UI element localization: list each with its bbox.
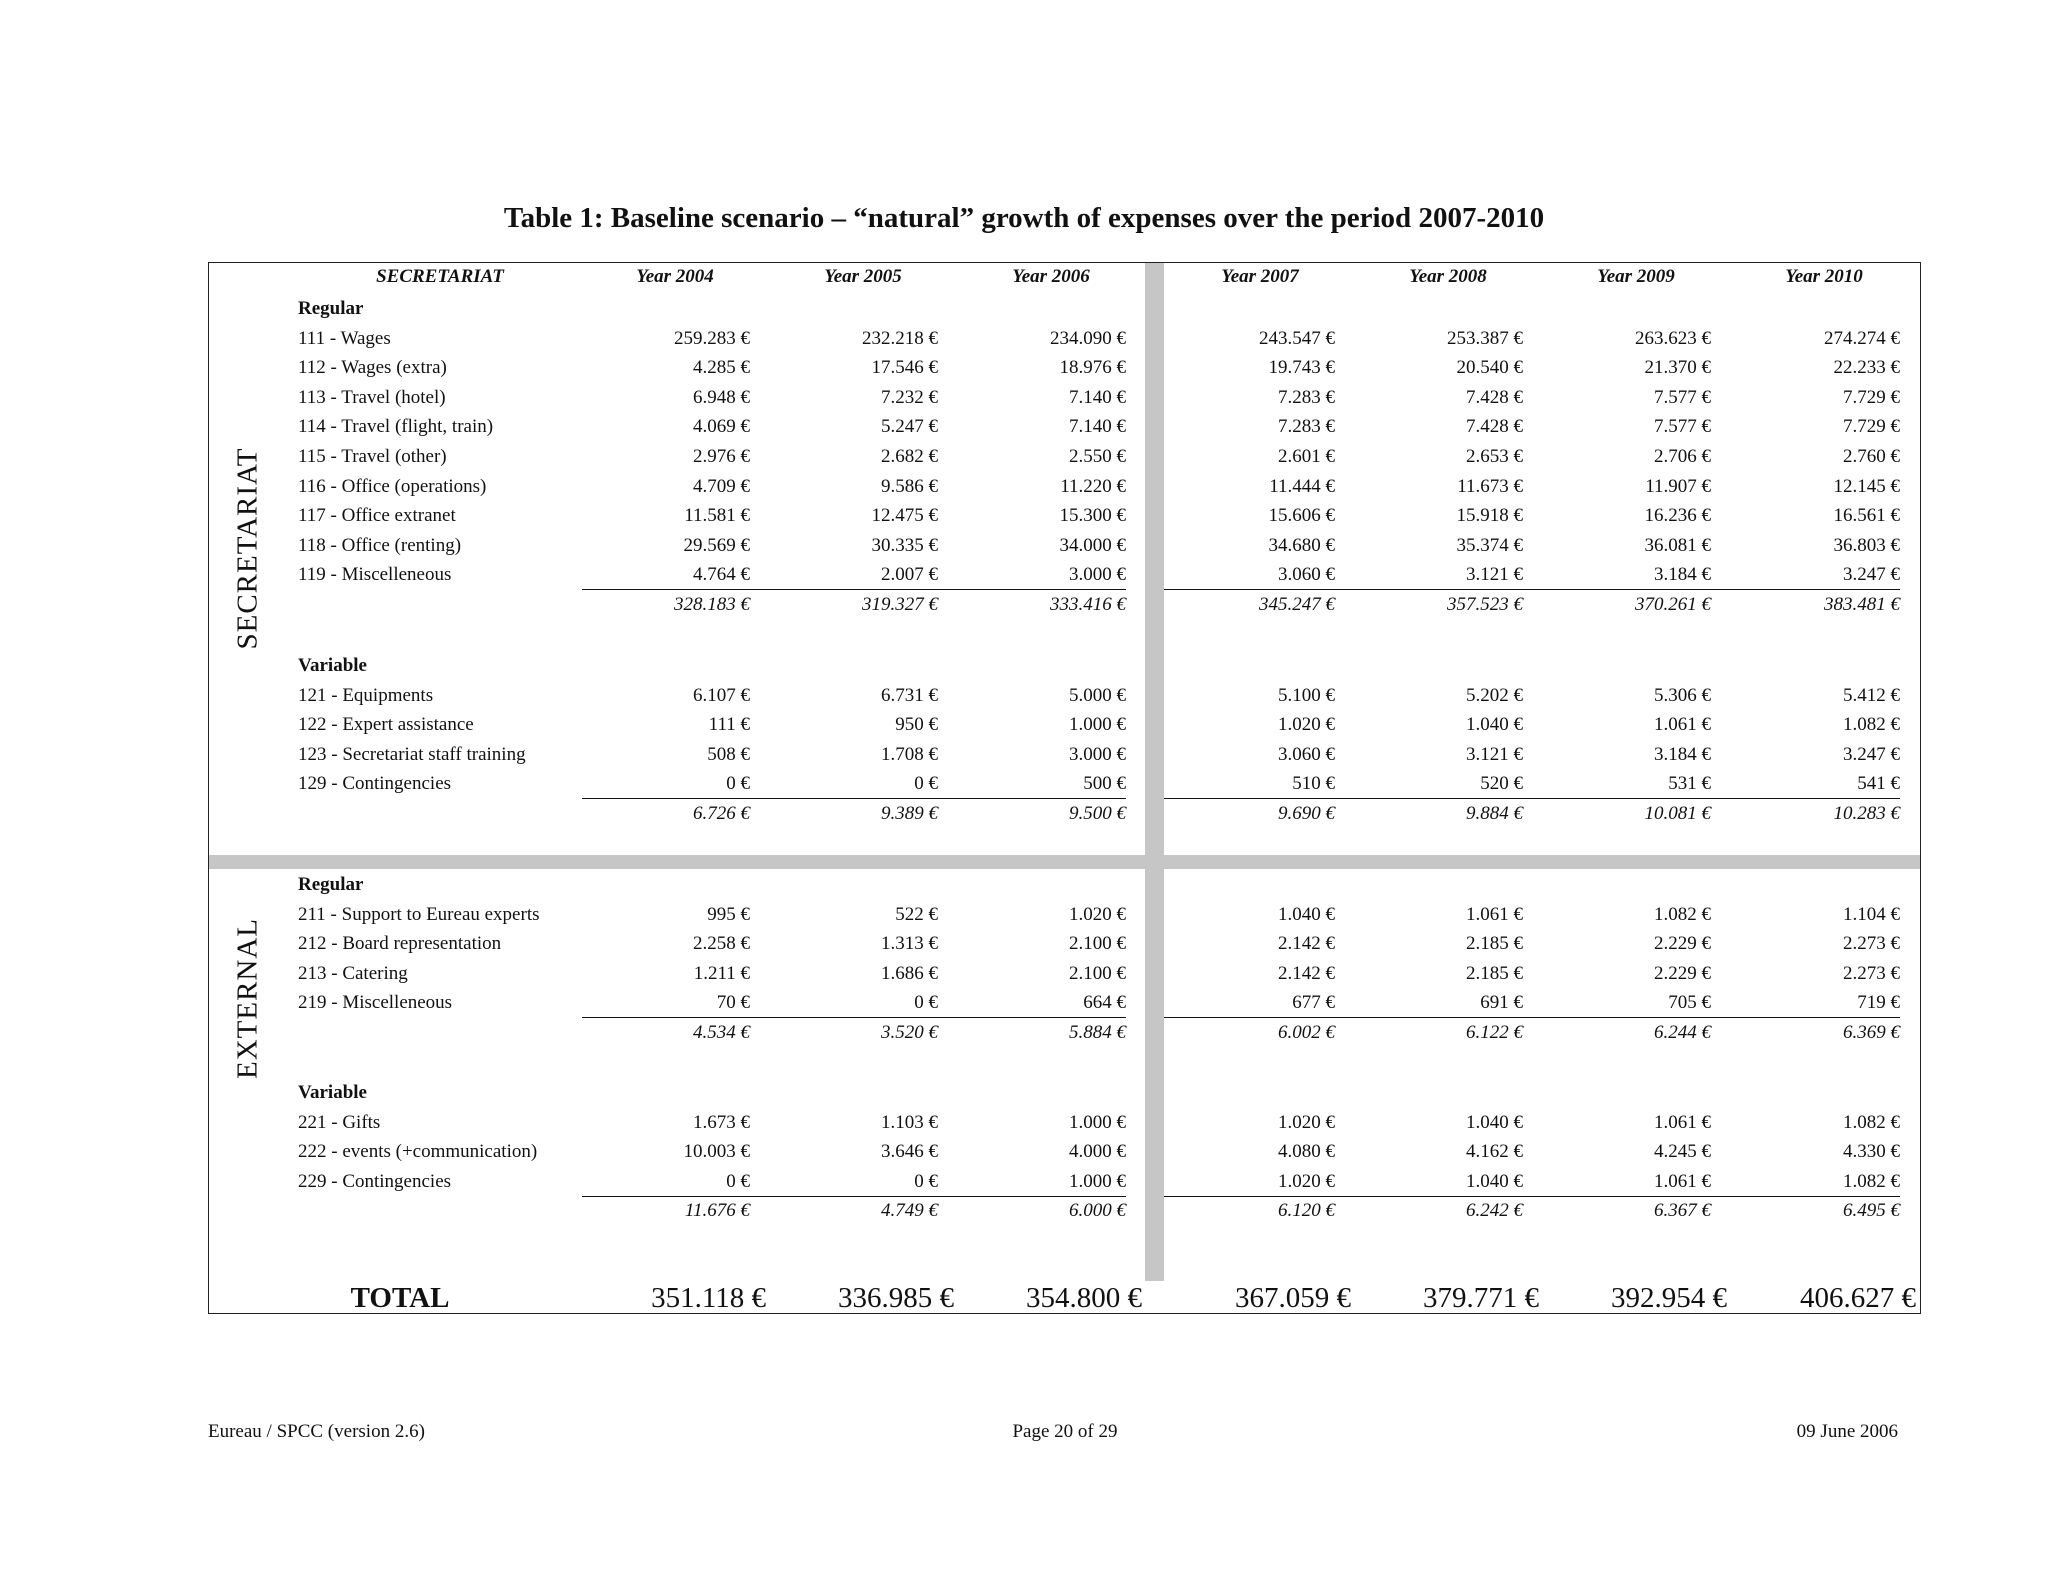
row-label: 114 - Travel (flight, train) (298, 416, 494, 438)
row-value: 5.100 € (1278, 684, 1335, 706)
row-value: 7.729 € (1843, 386, 1900, 408)
row-label: 117 - Office extranet (298, 505, 456, 527)
row-value: 0 € (914, 1170, 938, 1192)
row-value: 2.007 € (881, 564, 938, 586)
row-value: 22.233 € (1833, 357, 1900, 379)
row-value: 0 € (726, 1170, 750, 1192)
row-value: 677 € (1292, 992, 1335, 1014)
row-label: 229 - Contingencies (298, 1170, 452, 1192)
row-value: 11.907 € (1645, 475, 1711, 497)
subtotal-rule (1164, 589, 1900, 590)
group-heading: Regular (298, 874, 364, 895)
section-separator-band (209, 855, 1920, 869)
row-value: 15.918 € (1456, 505, 1523, 527)
group-heading: Variable (298, 1082, 367, 1103)
row-value: 2.142 € (1278, 933, 1335, 955)
row-value: 243.547 € (1259, 327, 1335, 349)
row-value: 1.211 € (693, 962, 750, 984)
row-label: 118 - Office (renting) (298, 534, 462, 556)
row-value: 5.000 € (1069, 684, 1126, 706)
row-value: 4.162 € (1466, 1141, 1523, 1163)
subtotal-value: 6.369 € (1843, 1022, 1900, 1043)
subtotal-value: 370.261 € (1635, 594, 1711, 615)
row-label: 221 - Gifts (298, 1111, 381, 1133)
row-value: 1.686 € (881, 962, 938, 984)
subtotal-value: 6.002 € (1278, 1022, 1335, 1043)
row-value: 3.060 € (1278, 564, 1335, 586)
row-value: 253.387 € (1447, 327, 1523, 349)
row-value: 7.729 € (1843, 416, 1900, 438)
column-separator-band (1145, 263, 1164, 1281)
header-year: Year 2008 (1409, 266, 1487, 287)
subtotal-rule (582, 798, 1126, 799)
row-value: 2.273 € (1843, 962, 1900, 984)
subtotal-value: 6.122 € (1466, 1022, 1523, 1043)
row-value: 1.061 € (1466, 903, 1523, 925)
subtotal-value: 3.520 € (881, 1022, 938, 1043)
row-value: 950 € (895, 714, 938, 736)
row-label: 123 - Secretariat staff training (298, 743, 526, 765)
row-value: 719 € (1857, 992, 1900, 1014)
row-value: 2.653 € (1466, 446, 1523, 467)
row-value: 7.577 € (1654, 386, 1711, 408)
row-value: 1.040 € (1466, 714, 1523, 736)
row-value: 12.145 € (1833, 475, 1900, 497)
subtotal-value: 5.884 € (1069, 1022, 1126, 1043)
row-value: 0 € (726, 773, 750, 795)
row-value: 510 € (1292, 773, 1335, 795)
row-value: 7.283 € (1278, 416, 1335, 438)
row-value: 1.313 € (881, 933, 938, 955)
row-value: 1.061 € (1654, 1170, 1711, 1192)
row-value: 18.976 € (1059, 357, 1126, 379)
row-value: 34.000 € (1059, 534, 1126, 556)
row-value: 1.103 € (881, 1111, 938, 1133)
subtotal-value: 333.416 € (1050, 594, 1126, 615)
row-label: 112 - Wages (extra) (298, 357, 447, 379)
row-value: 1.020 € (1278, 714, 1335, 736)
subtotal-value: 328.183 € (674, 594, 750, 615)
header-year: Year 2004 (636, 266, 714, 287)
row-value: 5.247 € (881, 416, 938, 438)
row-value: 3.247 € (1843, 564, 1900, 586)
row-value: 2.601 € (1278, 446, 1335, 467)
section-label: SECRETARIAT (231, 447, 264, 650)
row-value: 2.258 € (693, 933, 750, 955)
row-value: 4.709 € (693, 475, 750, 497)
row-value: 3.060 € (1278, 743, 1335, 765)
row-value: 11.444 € (1269, 475, 1335, 497)
total-value: 379.771 € (1423, 1282, 1539, 1314)
row-value: 7.232 € (881, 386, 938, 408)
subtotal-rule (1164, 798, 1900, 799)
row-value: 1.040 € (1278, 903, 1335, 925)
row-value: 1.082 € (1654, 903, 1711, 925)
subtotal-value: 9.690 € (1278, 803, 1335, 824)
row-value: 263.623 € (1635, 327, 1711, 349)
row-value: 70 € (716, 992, 750, 1014)
row-value: 1.061 € (1654, 1111, 1711, 1133)
total-value: 392.954 € (1611, 1282, 1727, 1314)
total-label: TOTAL (350, 1282, 450, 1314)
row-value: 1.020 € (1278, 1111, 1335, 1133)
row-value: 17.546 € (871, 357, 938, 379)
subtotal-rule (1164, 1196, 1900, 1197)
subtotal-value: 383.481 € (1824, 594, 1900, 615)
group-heading: Regular (298, 298, 364, 319)
subtotal-rule (1164, 1017, 1900, 1018)
row-value: 500 € (1083, 773, 1126, 795)
row-value: 520 € (1480, 773, 1523, 795)
subtotal-value: 6.120 € (1278, 1200, 1335, 1222)
row-value: 2.229 € (1654, 933, 1711, 955)
row-value: 15.606 € (1268, 505, 1335, 527)
table-title: Table 1: Baseline scenario – “natural” growth of expenses over the period 2007-2010 (503, 202, 1545, 234)
subtotal-value: 6.242 € (1466, 1200, 1523, 1222)
row-value: 1.061 € (1654, 714, 1711, 736)
row-value: 35.374 € (1456, 534, 1523, 556)
row-label: 219 - Miscelleneous (298, 992, 453, 1014)
row-value: 12.475 € (871, 505, 938, 527)
row-value: 2.976 € (693, 446, 750, 467)
row-value: 1.082 € (1843, 714, 1900, 736)
row-value: 1.020 € (1069, 903, 1126, 925)
row-value: 11.220 € (1060, 475, 1126, 497)
total-value: 367.059 € (1235, 1282, 1351, 1314)
row-value: 9.586 € (881, 475, 938, 497)
row-value: 5.306 € (1654, 684, 1711, 706)
row-value: 0 € (914, 992, 938, 1014)
subtotal-value: 345.247 € (1259, 594, 1335, 615)
footer-page-number: Page 20 of 29 (1012, 1421, 1118, 1442)
row-value: 1.040 € (1466, 1170, 1523, 1192)
total-value: 336.985 € (838, 1282, 954, 1314)
row-value: 522 € (895, 903, 938, 925)
row-value: 1.040 € (1466, 1111, 1523, 1133)
row-label: 222 - events (+communication) (298, 1141, 538, 1163)
subtotal-value: 9.389 € (881, 803, 938, 824)
row-value: 6.731 € (881, 684, 938, 706)
header-section: SECRETARIAT (376, 266, 504, 287)
row-value: 5.202 € (1466, 684, 1523, 706)
row-value: 3.646 € (881, 1141, 938, 1163)
subtotal-value: 9.500 € (1069, 803, 1126, 824)
row-value: 3.121 € (1466, 743, 1523, 765)
row-value: 2.185 € (1466, 933, 1523, 955)
row-value: 36.081 € (1644, 534, 1711, 556)
row-label: 129 - Contingencies (298, 773, 452, 795)
row-value: 4.764 € (693, 564, 750, 586)
subtotal-value: 6.495 € (1843, 1200, 1900, 1222)
row-value: 531 € (1668, 773, 1711, 795)
row-value: 274.274 € (1824, 327, 1900, 349)
row-value: 10.003 € (683, 1141, 750, 1163)
total-value: 406.627 € (1800, 1282, 1916, 1314)
row-value: 6.107 € (693, 684, 750, 706)
row-value: 3.121 € (1466, 564, 1523, 586)
subtotal-rule (582, 589, 1126, 590)
subtotal-value: 9.884 € (1466, 803, 1523, 824)
row-value: 16.236 € (1644, 505, 1711, 527)
subtotal-value: 10.081 € (1644, 803, 1711, 824)
section-label: EXTERNAL (231, 917, 264, 1080)
row-value: 7.140 € (1069, 416, 1126, 438)
row-value: 11.673 € (1457, 475, 1523, 497)
row-label: 211 - Support to Eureau experts (298, 903, 540, 925)
row-label: 121 - Equipments (298, 684, 434, 706)
header-year: Year 2005 (824, 266, 902, 287)
row-value: 234.090 € (1050, 327, 1126, 349)
row-value: 1.082 € (1843, 1170, 1900, 1192)
row-value: 6.948 € (693, 386, 750, 408)
subtotal-value: 4.534 € (693, 1022, 750, 1043)
row-value: 3.184 € (1654, 743, 1711, 765)
row-value: 705 € (1668, 992, 1711, 1014)
row-label: 119 - Miscelleneous (298, 564, 452, 586)
row-value: 1.708 € (881, 743, 938, 765)
row-value: 2.100 € (1069, 933, 1126, 955)
row-label: 212 - Board representation (298, 933, 502, 955)
row-value: 19.743 € (1268, 357, 1335, 379)
row-value: 2.229 € (1654, 962, 1711, 984)
row-label: 111 - Wages (298, 327, 391, 349)
row-value: 7.577 € (1654, 416, 1711, 438)
row-value: 4.080 € (1278, 1141, 1335, 1163)
row-value: 2.550 € (1069, 446, 1126, 467)
subtotal-value: 6.726 € (693, 803, 750, 824)
row-value: 30.335 € (871, 534, 938, 556)
subtotal-value: 4.749 € (881, 1200, 938, 1222)
row-value: 2.273 € (1843, 933, 1900, 955)
subtotal-value: 11.676 € (684, 1200, 750, 1222)
total-value: 354.800 € (1026, 1282, 1142, 1314)
row-value: 1.000 € (1069, 714, 1126, 736)
row-value: 16.561 € (1833, 505, 1900, 527)
header-year: Year 2010 (1785, 266, 1863, 287)
row-value: 21.370 € (1644, 357, 1711, 379)
group-heading: Variable (298, 655, 367, 676)
subtotal-value: 319.327 € (862, 594, 938, 615)
row-label: 122 - Expert assistance (298, 714, 474, 736)
row-value: 7.428 € (1466, 416, 1523, 438)
subtotal-value: 6.244 € (1654, 1022, 1711, 1043)
row-value: 995 € (707, 903, 750, 925)
total-value: 351.118 € (651, 1282, 766, 1314)
subtotal-value: 6.000 € (1069, 1200, 1126, 1222)
row-value: 2.682 € (881, 446, 938, 467)
row-value: 3.000 € (1069, 743, 1126, 765)
row-value: 11.581 € (684, 505, 750, 527)
header-year: Year 2006 (1012, 266, 1090, 287)
subtotal-rule (582, 1196, 1126, 1197)
row-value: 3.184 € (1654, 564, 1711, 586)
row-value: 34.680 € (1268, 534, 1335, 556)
row-value: 15.300 € (1059, 505, 1126, 527)
row-label: 116 - Office (operations) (298, 475, 487, 497)
row-value: 4.330 € (1843, 1141, 1900, 1163)
row-value: 2.760 € (1843, 446, 1900, 467)
subtotal-value: 357.523 € (1447, 594, 1523, 615)
row-value: 29.569 € (683, 534, 750, 556)
subtotal-rule (582, 1017, 1126, 1018)
row-value: 1.673 € (693, 1111, 750, 1133)
row-value: 20.540 € (1456, 357, 1523, 379)
row-label: 115 - Travel (other) (298, 446, 447, 467)
row-value: 111 € (708, 714, 750, 736)
header-year: Year 2007 (1221, 266, 1299, 287)
row-value: 4.000 € (1069, 1141, 1126, 1163)
row-value: 541 € (1857, 773, 1900, 795)
row-value: 1.082 € (1843, 1111, 1900, 1133)
row-value: 2.100 € (1069, 962, 1126, 984)
row-value: 5.412 € (1843, 684, 1900, 706)
row-label: 213 - Catering (298, 962, 408, 984)
row-value: 1.000 € (1069, 1111, 1126, 1133)
row-value: 2.142 € (1278, 962, 1335, 984)
header-year: Year 2009 (1597, 266, 1675, 287)
row-value: 664 € (1083, 992, 1126, 1014)
row-value: 1.020 € (1278, 1170, 1335, 1192)
footer-date: 09 June 2006 (1796, 1421, 1898, 1442)
row-value: 691 € (1480, 992, 1523, 1014)
row-value: 3.247 € (1843, 743, 1900, 765)
row-value: 2.706 € (1654, 446, 1711, 467)
row-value: 259.283 € (674, 327, 750, 349)
row-value: 0 € (914, 773, 938, 795)
row-value: 4.245 € (1654, 1141, 1711, 1163)
row-value: 7.428 € (1466, 386, 1523, 408)
row-label: 113 - Travel (hotel) (298, 386, 446, 408)
row-value: 3.000 € (1069, 564, 1126, 586)
row-value: 508 € (707, 743, 750, 765)
row-value: 7.283 € (1278, 386, 1335, 408)
row-value: 1.104 € (1843, 903, 1900, 925)
footer-left: Eureau / SPCC (version 2.6) (208, 1421, 425, 1442)
row-value: 4.069 € (693, 416, 750, 438)
subtotal-value: 6.367 € (1654, 1200, 1711, 1222)
row-value: 4.285 € (693, 357, 750, 379)
row-value: 2.185 € (1466, 962, 1523, 984)
row-value: 1.000 € (1069, 1170, 1126, 1192)
subtotal-value: 10.283 € (1833, 803, 1900, 824)
row-value: 7.140 € (1069, 386, 1126, 408)
row-value: 232.218 € (862, 327, 938, 349)
row-value: 36.803 € (1833, 534, 1900, 556)
